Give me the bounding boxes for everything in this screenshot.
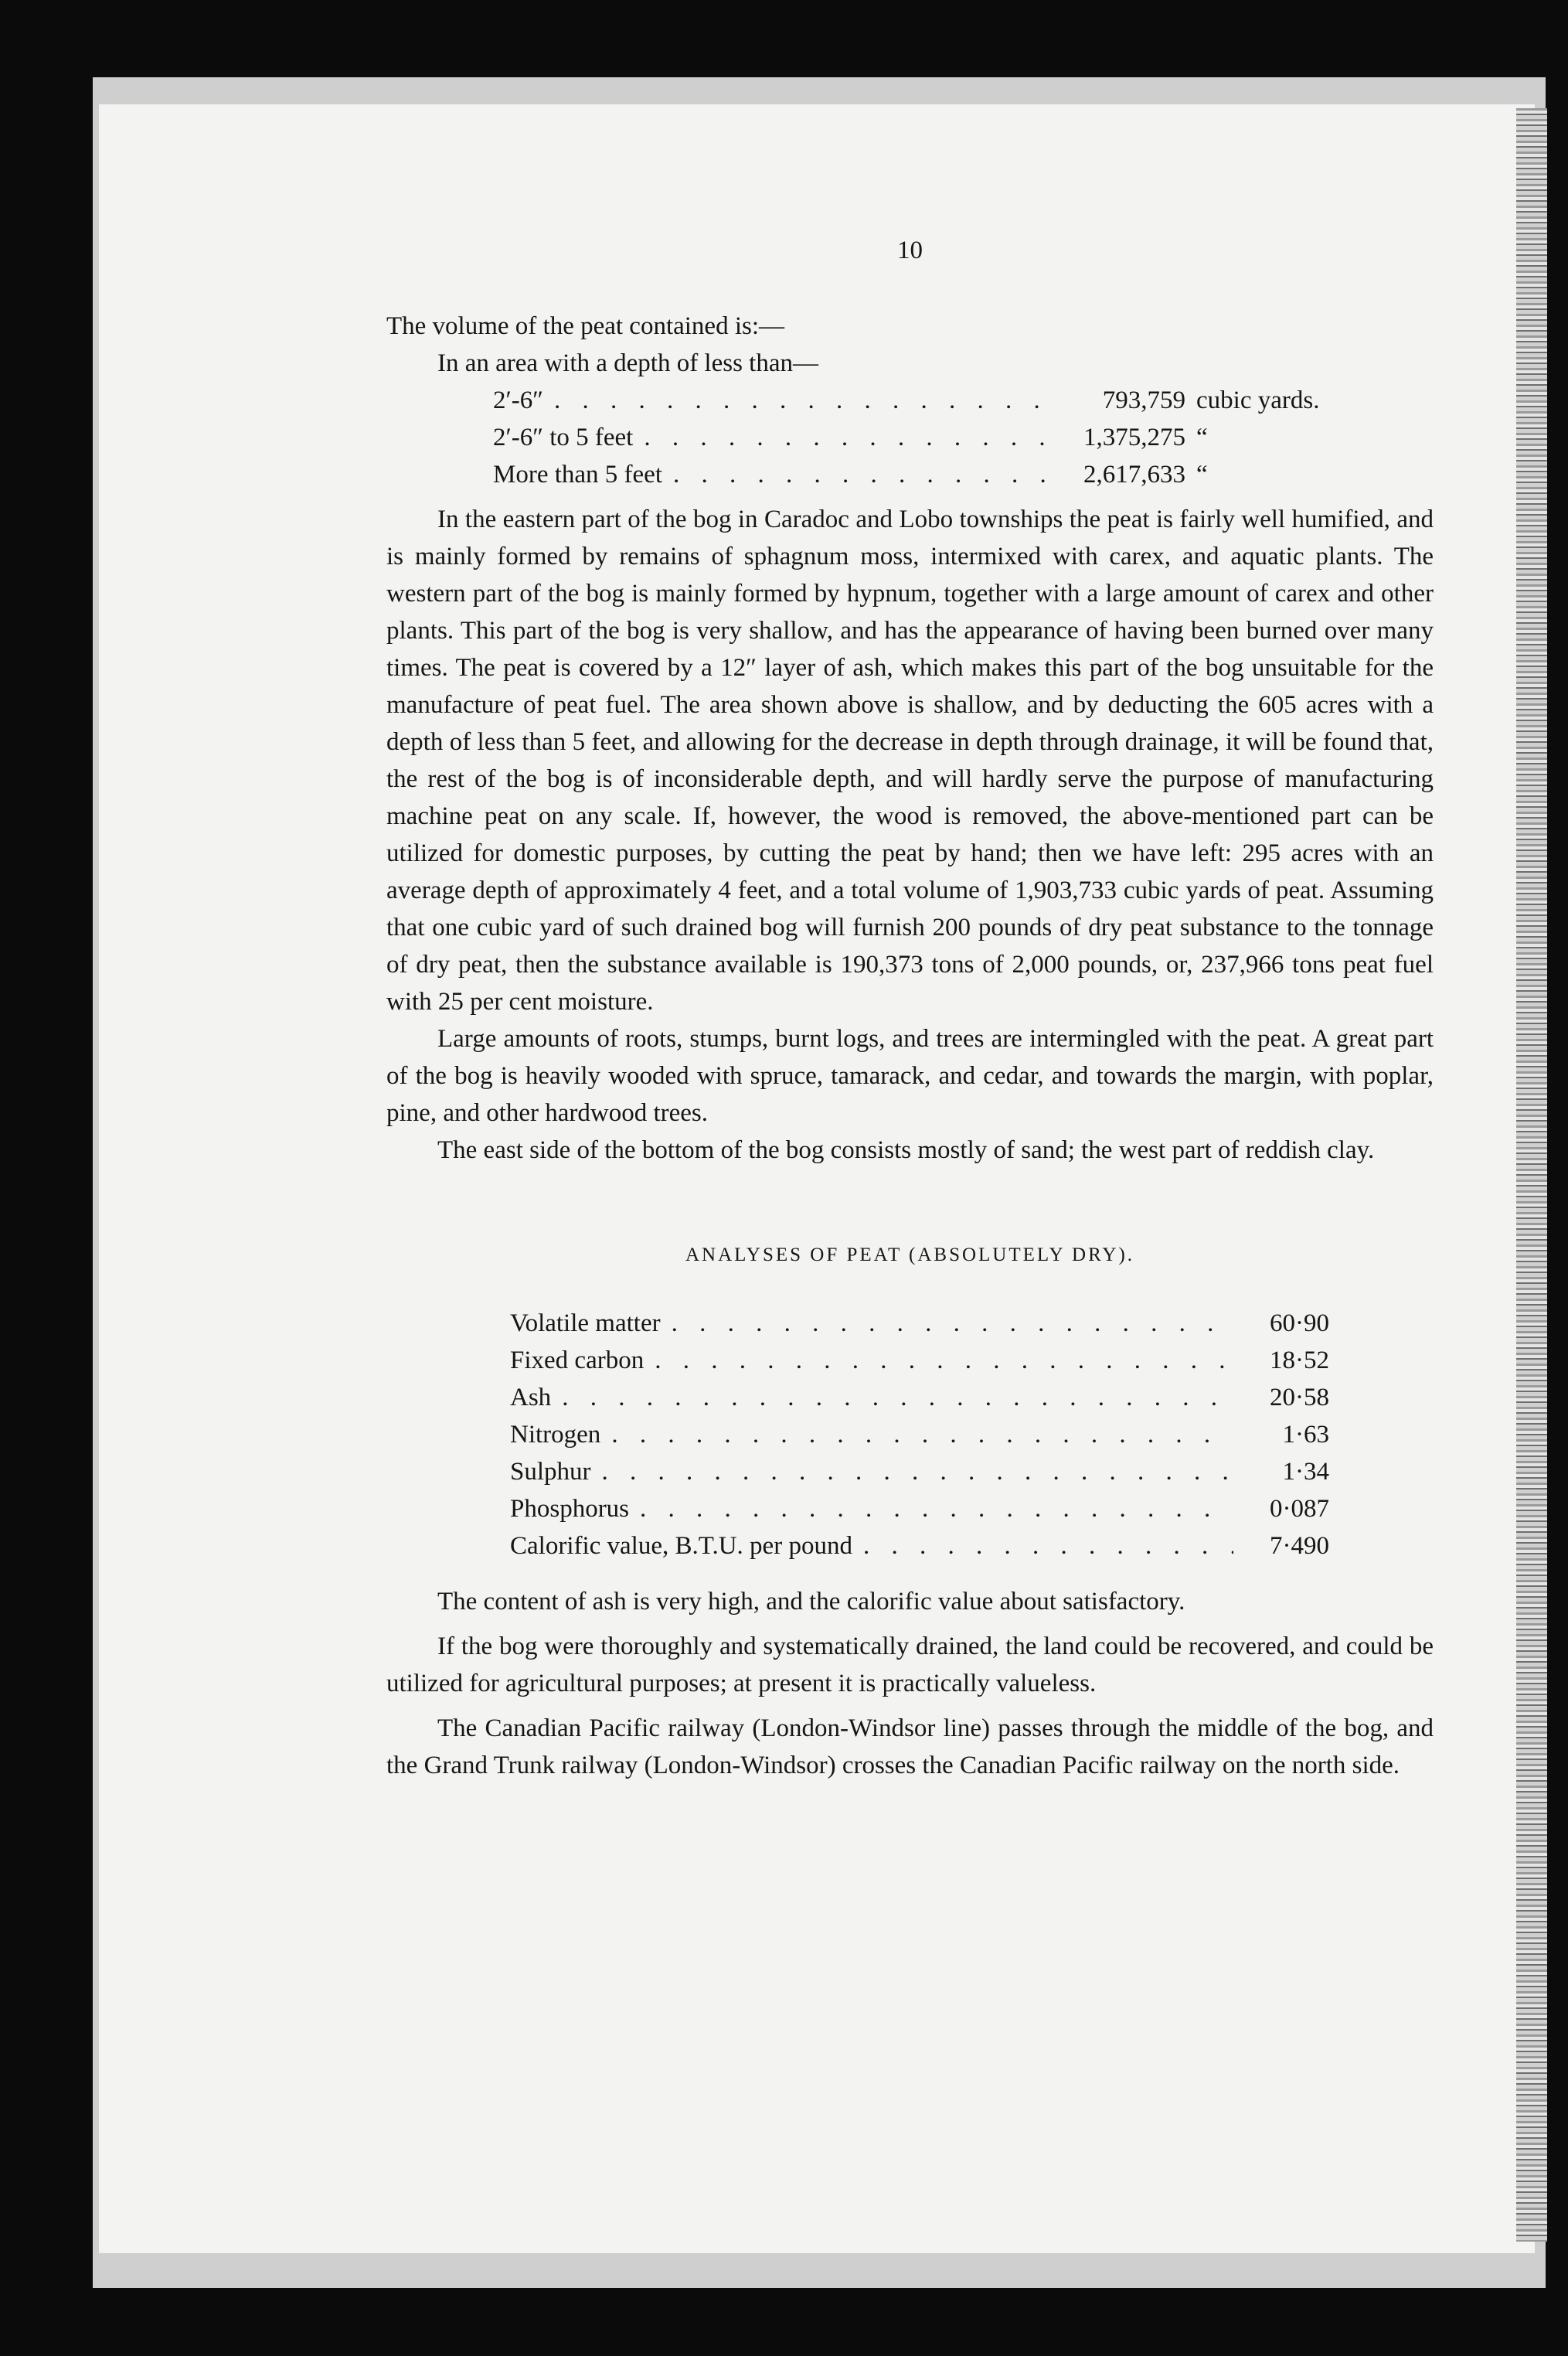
page-edge — [1516, 108, 1547, 2242]
volume-value: 793,759 — [1102, 386, 1185, 414]
paragraph-drainage: If the bog were thoroughly and systematically drained, the land could be recovered, and could be utilized for agricultural purposes; at present it is practically valueless. — [386, 1633, 1434, 1697]
dot-leader — [644, 419, 1051, 456]
analysis-label: Volatile matter — [510, 1309, 661, 1337]
paragraph-railway: The Canadian Pacific railway (London-Windsor line) passes through the middle of the bog, and the Grand Trunk railway (London-Windsor) crosses the Canadian Pacific railway on the north side. — [386, 1714, 1434, 1779]
dot-leader — [655, 1342, 1233, 1379]
dot-leader — [554, 382, 1051, 419]
volume-label: 2′-6″ — [493, 386, 543, 414]
analysis-label: Ash — [510, 1384, 552, 1411]
volume-value: 1,375,275 — [1083, 424, 1185, 451]
analysis-value: 18·52 — [1270, 1347, 1329, 1374]
volume-row — [493, 419, 1359, 456]
analysis-row — [510, 1527, 1329, 1564]
analysis-value: 1·63 — [1282, 1421, 1329, 1449]
analysis-row — [510, 1416, 1329, 1453]
volume-label: 2′-6″ to 5 feet — [493, 424, 634, 451]
analysis-value: 7·490 — [1270, 1532, 1329, 1560]
analysis-row — [510, 1490, 1329, 1527]
analysis-label: Calorific value, B.T.U. per pound — [510, 1532, 852, 1560]
analysis-row — [510, 1305, 1329, 1342]
page-content — [386, 232, 1434, 1784]
analysis-label: Phosphorus — [510, 1495, 630, 1523]
analysis-row — [510, 1379, 1329, 1416]
analysis-value: 60·90 — [1270, 1309, 1329, 1337]
analysis-label: Nitrogen — [510, 1421, 601, 1449]
analysis-label: Fixed carbon — [510, 1347, 645, 1374]
paragraph-ash: The content of ash is very high, and the calorific value about satisfactory. — [437, 1588, 1185, 1615]
analysis-label: Sulphur — [510, 1458, 591, 1486]
intro-subline: In an area with a depth of less than— — [437, 349, 819, 377]
page-number: 10 — [897, 237, 923, 264]
analysis-row — [510, 1342, 1329, 1379]
volume-row — [493, 382, 1359, 419]
analysis-value: 20·58 — [1270, 1384, 1329, 1411]
volume-table — [493, 382, 1359, 493]
dot-leader — [673, 456, 1051, 493]
intro-line: The volume of the peat contained is:— — [386, 312, 785, 340]
paragraph-roots: Large amounts of roots, stumps, burnt logs, and trees are intermingled with the peat. A great part of the bog is heavily wooded with spruce, tamarack, and cedar, and towards the margin, with poplar, pine, and other hardwood trees. — [386, 1025, 1434, 1127]
dot-leader — [672, 1305, 1233, 1342]
volume-label: More than 5 feet — [493, 461, 662, 489]
analyses-table — [510, 1305, 1329, 1564]
paragraph-bottom: The east side of the bottom of the bog consists mostly of sand; the west part of reddish clay. — [437, 1136, 1375, 1164]
analyses-heading: ANALYSES OF PEAT (ABSOLUTELY DRY). — [685, 1244, 1135, 1265]
dot-leader — [611, 1416, 1233, 1453]
analysis-row — [510, 1453, 1329, 1490]
volume-row — [493, 456, 1359, 493]
volume-unit: “ — [1196, 424, 1208, 451]
dot-leader — [863, 1527, 1233, 1564]
volume-unit: cubic yards. — [1196, 386, 1320, 414]
dot-leader — [602, 1453, 1233, 1490]
volume-value: 2,617,633 — [1083, 461, 1185, 489]
analysis-value: 1·34 — [1282, 1458, 1329, 1486]
analysis-value: 0·087 — [1270, 1495, 1329, 1523]
paragraph-bog-description: In the eastern part of the bog in Caradoc and Lobo townships the peat is fairly well humified, and is mainly formed by remains of sphagnum moss, intermixed with carex, and aquatic plants. The western part of the bog is mainly formed by hypnum, together with a large amount of carex and other plants. This part of the bog is very shallow, and has the appearance of having been burned over many times. The peat is covered by a 12″ layer of ash, which makes this part of the bog unsuitable for the manufacture of peat fuel. The area shown above is shallow, and by deducting the 605 acres with a depth of less than 5 feet, and allowing for the decrease in depth through drainage, it will be found that, the rest of the bog is of inconsiderable depth, and will hardly serve the purpose of manufacturing machine peat on any scale. If, however, the wood is removed, the above-mentioned part can be utilized for domestic purposes, by cutting the peat by hand; then we have left: 295 acres with an average depth of approximately 4 feet, and a total volume of 1,903,733 cubic yards of peat. Assuming that one cubic yard of such drained bog will furnish 200 pounds of dry peat substance to the tonnage of dry peat, then the substance available is 190,373 tons of 2,000 pounds, or, 237,966 tons peat fuel with 25 per cent moisture. — [386, 506, 1434, 1016]
dot-leader — [640, 1490, 1233, 1527]
dot-leader — [562, 1379, 1233, 1416]
volume-unit: “ — [1196, 461, 1208, 489]
